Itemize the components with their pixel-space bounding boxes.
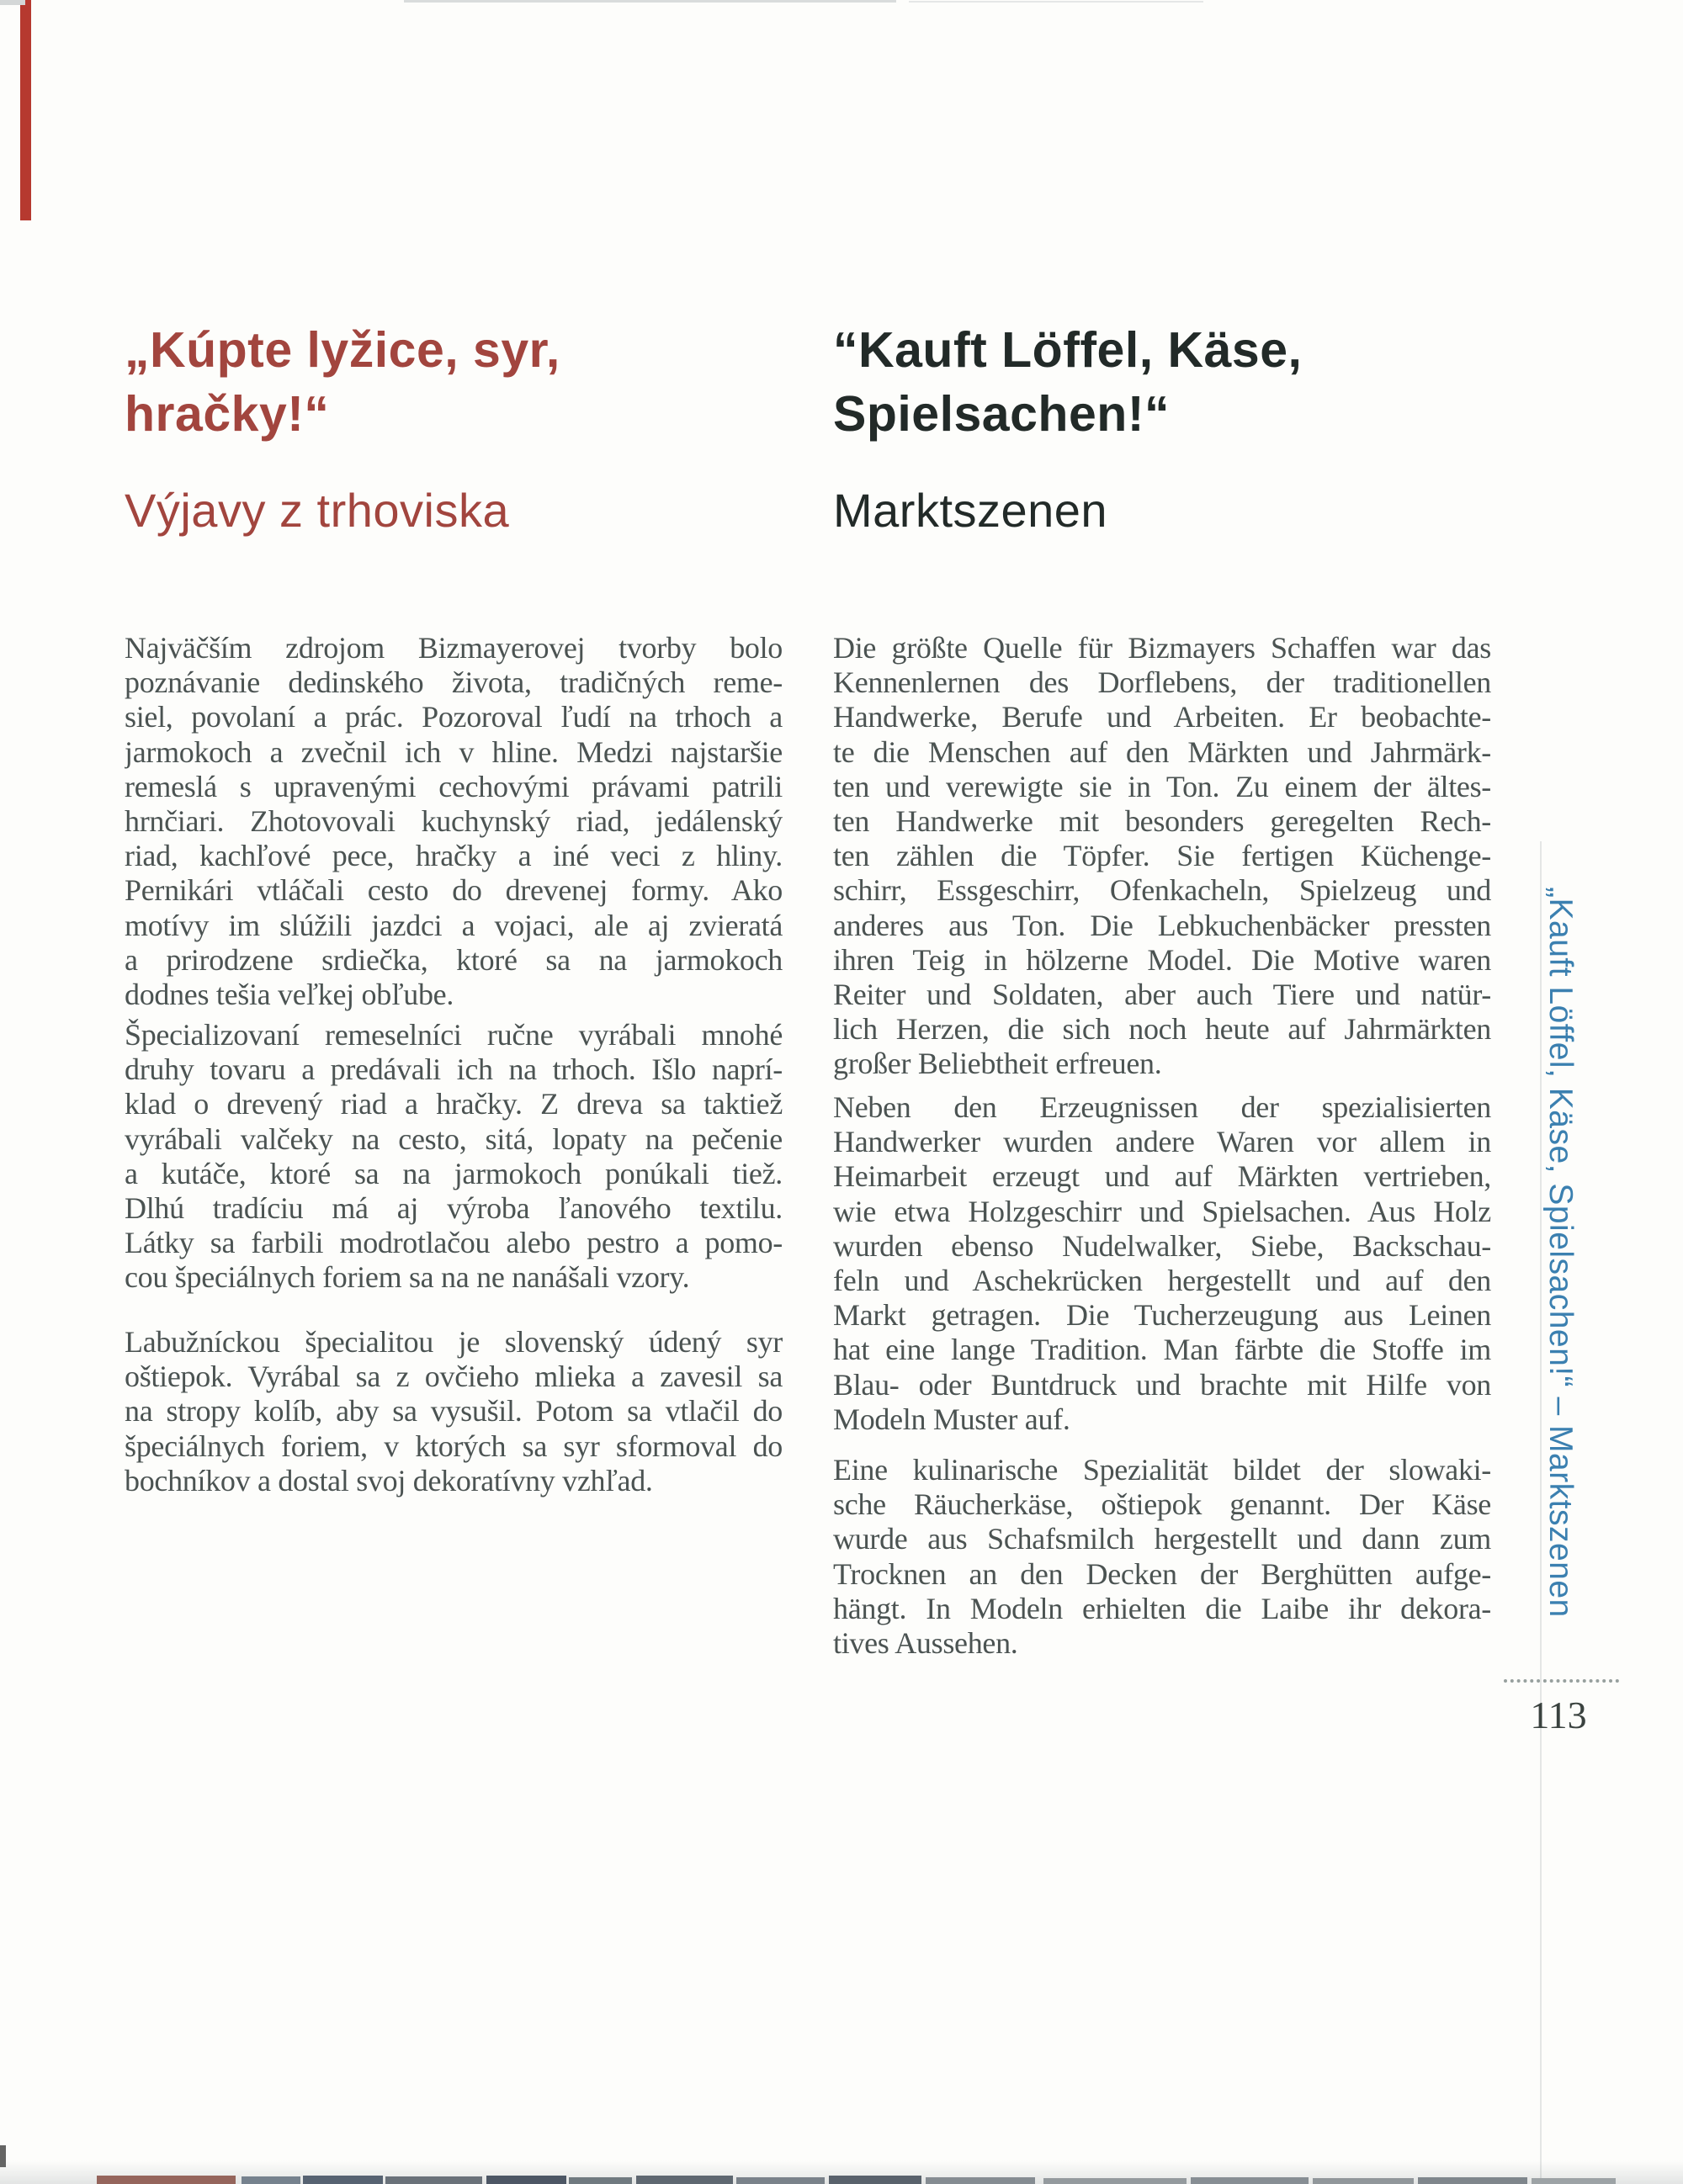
text-line: schirr, Essgeschirr, Ofenkacheln, Spielzeug und (833, 873, 1491, 908)
slovak-paragraph-3 (125, 1325, 783, 1498)
text-line: Heimarbeit erzeugt und auf Märkten vertrieben, (833, 1159, 1491, 1194)
text-line: ten zählen die Töpfer. Sie fertigen Küchenge- (833, 839, 1491, 873)
slovak-paragraph-1 (125, 631, 783, 1012)
page-edge-artifact (0, 0, 25, 5)
margin-vertical-caption: „Kauft Löffel, Käse, Spielsachen!“ – Marktszenen (1542, 887, 1579, 1618)
text-line: vyrábali valčeky na cesto, sitá, lopaty na pečenie (125, 1121, 783, 1156)
page-number: 113 (1530, 1694, 1587, 1736)
text-line: Markt getragen. Die Tucherzeugung aus Leinen (833, 1298, 1491, 1333)
text-line: remeslá s upravenými cechovými právami patrili (125, 769, 783, 803)
text-line: druhy tovaru a predávali ich na trhoch. Išlo naprí- (125, 1052, 783, 1087)
slovak-paragraph-2 (125, 1018, 783, 1296)
page-edge-artifact (909, 1, 1203, 3)
text-line: motívy im slúžili jazdci a vojaci, ale aj zvieratá (125, 908, 783, 942)
text-line: dodnes tešia veľkej obľube. (125, 977, 454, 1011)
text-line: Dlhú tradíciu má aj výroba ľanového textilu. (125, 1190, 783, 1225)
text-line: feln und Aschekrücken hergestellt und auf den (833, 1263, 1491, 1297)
text-line: tives Aussehen. (833, 1625, 1018, 1660)
text-line: bochníkov a dostal svoj dekoratívny vzhľad. (125, 1463, 653, 1498)
text-line: siel, povolaní a prác. Pozoroval ľudí na trhoch a (125, 700, 783, 734)
text-line: Pernikári vtláčali cesto do drevenej formy. Ako (125, 873, 783, 908)
slovak-title-line-1: „Kúpte lyžice, syr, (125, 322, 560, 378)
german-title-line-2: Spielsachen!“ (833, 386, 1170, 442)
text-line: na stropy kolíb, aby sa vysušil. Potom sa vtlačil do (125, 1394, 783, 1429)
text-line: Neben den Erzeugnissen der spezialisierten (833, 1090, 1491, 1124)
chapter-marker-bar (20, 0, 31, 220)
text-line: Látky sa farbili modrotlačou alebo pestro a pomo- (125, 1226, 783, 1260)
text-line: sche Räucherkäse, oštiepok genannt. Der Käse (833, 1487, 1491, 1522)
german-title (833, 318, 1302, 446)
text-line: špeciálnych foriem, v ktorých sa syr sformoval do (125, 1429, 783, 1463)
text-line: Labužníckou špecialitou je slovenský údený syr (125, 1325, 783, 1359)
text-line: poznávanie dedinského života, tradičných reme- (125, 665, 783, 700)
german-subtitle: Marktszenen (833, 484, 1108, 537)
slovak-subtitle: Výjavy z trhoviska (125, 484, 510, 537)
page-edge-artifact (404, 0, 896, 3)
text-line: Die größte Quelle für Bizmayers Schaffen war das (833, 631, 1491, 665)
text-line: Eine kulinarische Spezialität bildet der slowaki- (833, 1453, 1491, 1487)
text-line: Reiter und Soldaten, aber auch Tiere und natür- (833, 977, 1491, 1011)
text-line: klad o drevený riad a hračky. Z dreva sa taktiež (125, 1087, 783, 1121)
next-page-edge-strip (0, 2174, 1683, 2184)
german-paragraph-1 (833, 631, 1491, 1081)
text-line: Trocknen an den Decken der Berghütten aufge- (833, 1556, 1491, 1591)
text-line: Kennenlernen des Dorflebens, der traditionellen (833, 665, 1491, 700)
german-title-line-1: “Kauft Löffel, Käse, (833, 322, 1303, 378)
text-line: Modeln Muster auf. (833, 1402, 1070, 1436)
footer-dotted-rule (1504, 1679, 1619, 1683)
text-line: riad, kachľové pece, hračky a iné veci z hliny. (125, 839, 783, 873)
text-line: ten und verewigte sie in Ton. Zu einem der ältes- (833, 769, 1491, 803)
text-line: wurden ebenso Nudelwalker, Siebe, Backschau- (833, 1228, 1491, 1263)
text-line: ten Handwerke mit besonders geregelten Rech- (833, 803, 1491, 838)
text-line: jarmokoch a zvečnil ich v hline. Medzi najstaršie (125, 734, 783, 769)
text-line: a prirodzene srdiečka, ktoré sa na jarmokoch (125, 942, 783, 977)
german-paragraph-3 (833, 1453, 1491, 1661)
slovak-title (125, 318, 560, 446)
text-line: te die Menschen auf den Märkten und Jahrmärk- (833, 734, 1491, 769)
german-paragraph-2 (833, 1090, 1491, 1437)
text-line: Blau- oder Buntdruck und brachte mit Hilfe von (833, 1367, 1491, 1402)
text-line: anderes aus Ton. Die Lebkuchenbäcker pressten (833, 908, 1491, 942)
text-line: lich Herzen, die sich noch heute auf Jahrmärkten (833, 1012, 1491, 1047)
text-line: Handwerker wurden andere Waren vor allem in (833, 1125, 1491, 1159)
text-line: cou špeciálnych foriem sa na ne nanášali vzory. (125, 1260, 690, 1295)
text-line: Najväčším zdrojom Bizmayerovej tvorby bolo (125, 631, 783, 665)
text-line: Špecializovaní remeselníci ručne vyrábali mnohé (125, 1018, 783, 1052)
text-line: ihren Teig in hölzerne Model. Die Motive waren (833, 942, 1491, 977)
text-line: oštiepok. Vyrábal sa z ovčieho mlieka a zavesil sa (125, 1360, 783, 1394)
text-line: Handwerke, Berufe und Arbeiten. Er beobachte- (833, 700, 1491, 734)
text-line: hängt. In Modeln erhielten die Laibe ihr dekora- (833, 1591, 1491, 1625)
slovak-title-line-2: hračky!“ (125, 386, 330, 442)
text-line: hrnčiari. Zhotovovali kuchynský riad, jedálenský (125, 803, 783, 838)
text-line: wie etwa Holzgeschirr und Spielsachen. Aus Holz (833, 1194, 1491, 1228)
text-line: wurde aus Schafsmilch hergestellt und dann zum (833, 1522, 1491, 1556)
text-line: hat eine lange Tradition. Man färbte die Stoffe im (833, 1333, 1491, 1367)
text-line: großer Beliebtheit erfreuen. (833, 1047, 1162, 1081)
text-line: a kutáče, ktoré sa na jarmokoch ponúkali tiež. (125, 1156, 783, 1190)
